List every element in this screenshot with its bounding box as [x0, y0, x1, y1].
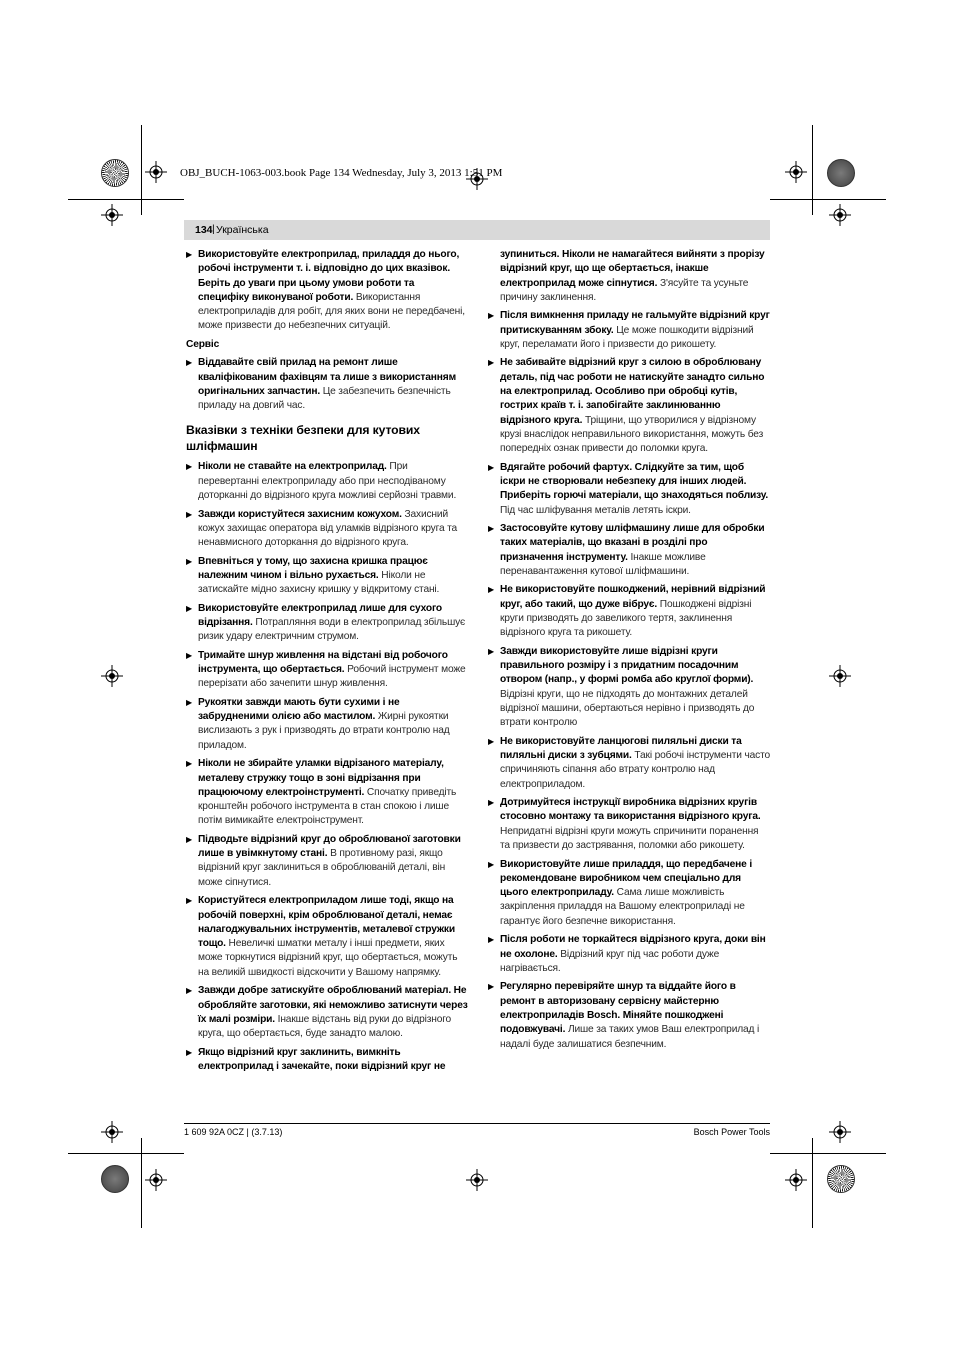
list-item — [488, 796, 770, 853]
warning-text-bold: Користуйтеся електроприладом лише тоді, якщо на робочій поверхні, крім оброблюваної деталі, немає налагоджувальних інструментів, металевої стружки тощо. — [198, 895, 455, 950]
color-bar-seal-icon — [827, 1165, 855, 1193]
warning-text-bold: Віддавайте свій прилад на ремонт лише кваліфікованим фахівцям та лише з використанням оригінальних запчастин. — [198, 357, 456, 397]
bullet-arrow-icon: ▶ — [488, 935, 495, 945]
warning-text-bold: Після вимкнення приладу не гальмуйте відрізний круг притискуванням збоку. — [500, 310, 770, 336]
warning-text-bold: зупиниться. Ніколи не намагайтеся вийняти з прорізу відрізний круг, що ще обертається, інакше електроприлад може сіпнутися. — [500, 249, 765, 289]
warning-text-explanation: Відрізний круг під час роботи дуже нагрівається. — [500, 948, 720, 974]
bullet-arrow-icon: ▶ — [186, 509, 193, 519]
bullet-arrow-icon: ▶ — [488, 736, 495, 746]
print-file-header: OBJ_BUCH-1063-003.book Page 134 Wednesday, July 3, 2013 1:51 PM — [180, 167, 503, 179]
bullet-arrow-icon: ▶ — [186, 603, 193, 613]
list-item — [488, 933, 770, 976]
list-item — [488, 980, 770, 1051]
list-item — [186, 984, 468, 1041]
list-item — [488, 583, 770, 640]
bullet-arrow-icon: ▶ — [186, 759, 193, 769]
bullet-arrow-icon: ▶ — [488, 982, 495, 992]
list-item — [186, 460, 468, 503]
warning-text-bold: Рукоятки завжди мають бути сухими і не забрудненими олією або мастилом. — [198, 696, 400, 723]
registration-target-icon — [145, 1169, 167, 1191]
warning-text-bold: Підводьте відрізний круг до оброблюваної заготовки лише в увімкнутому стані. — [198, 833, 461, 860]
bullet-arrow-icon: ▶ — [488, 462, 495, 472]
list-item — [186, 1046, 468, 1075]
warning-text-explanation: Такі робочі інструменти часто спричиняють сіпання або втрату контролю над електроприладом. — [500, 750, 770, 790]
registration-target-icon — [101, 204, 123, 226]
warning-text-explanation: Відрізні круги, що не підходять до монтажних деталей відрізної машини, обертаються нерівно і призводять до втрати контролю — [500, 688, 755, 729]
bullet-arrow-icon: ▶ — [488, 798, 495, 808]
list-item — [186, 356, 468, 413]
bullet-arrow-icon: ▶ — [186, 834, 193, 844]
bullet-arrow-icon: ▶ — [488, 358, 495, 368]
header-separator: | — [212, 223, 215, 235]
warning-text-explanation: Ніколи не затискайте мідно захисну кришку у відкритому стані. — [198, 569, 440, 596]
warning-text-explanation: Лише за таких умов Ваш електроприлад і надалі буде залишатися безпечним. — [500, 1024, 760, 1050]
bullet-arrow-icon: ▶ — [186, 1047, 193, 1057]
list-item — [186, 602, 468, 645]
bullet-arrow-icon: ▶ — [488, 585, 495, 595]
registration-target-icon — [829, 204, 851, 226]
warning-text-bold: Завжди добре затискуйте оброблюваний матеріал. Не обробляйте заготовки, які неможливо затиснути через їх малі розміри. — [198, 985, 468, 1025]
warning-text-bold: Ніколи не збирайте уламки відрізаного матеріалу, металеву стружку тощо в зоні відрізання при працюючому електроінструменті. — [198, 758, 444, 798]
warning-text-bold: Не забивайте відрізний круг з силою в оброблювану деталь, під час роботи не натискуйте занадто сильно на електроприлад. Особливо при обробці кутів, гострих країв т. і. запобігайте заклинюванню відрізного круга. — [500, 357, 765, 426]
section-label: Сервіс — [186, 338, 220, 350]
bullet-arrow-icon: ▶ — [186, 462, 193, 472]
bullet-arrow-icon: ▶ — [488, 311, 495, 321]
registration-target-icon — [829, 665, 851, 687]
warning-text-bold: Завжди використовуйте лише відрізні круги правильного розміру і з придатним посадочним отвором (напр., у формі ромба або круглої форми). — [500, 645, 754, 686]
warning-text-bold: Застосовуйте кутову шліфмашину лише для обробки таких матеріалів, що вказані в розділі про призначення інструменту. — [500, 523, 765, 563]
right-text-column — [488, 248, 770, 1056]
warning-text-bold: Не використовуйте пошкоджений, нерівний відрізний круг, або такий, що дуже вібрує. — [500, 584, 766, 610]
page-language: Українська — [216, 224, 269, 236]
bullet-arrow-icon: ▶ — [488, 524, 495, 534]
warning-text-bold: Тримайте шнур живлення на відстані від робочого інструмента, що обертається. — [198, 649, 448, 676]
warning-text-explanation: Спочатку приведіть кронштейн робочого інструмента в стан спокою і лише потім вимикайте електроінструмент. — [198, 786, 457, 827]
registration-target-icon — [785, 161, 807, 183]
section-heading: Вказівки з техніки безпеки для кутових шліфмашин — [186, 423, 420, 454]
warning-text-explanation: Це може пошкодити відрізний круг, переламати його і призвести до рикошету. — [500, 324, 754, 350]
warning-text-explanation: Захисний кожух захищає оператора від уламків відрізного круга та ненавмисного доторкання до відрізного круга. — [198, 508, 458, 549]
registration-target-icon — [101, 1121, 123, 1143]
crop-line — [68, 199, 184, 200]
registration-target-icon — [829, 1121, 851, 1143]
warning-text-bold: Використовуйте електроприлад, приладдя до нього, робочі інструменти т. і. відповідно до цих вказівок. Беріть до уваги при цьому умови роботи та специфіку виконуваної роботи. — [198, 249, 460, 303]
registration-target-icon — [101, 665, 123, 687]
bullet-arrow-icon: ▶ — [186, 697, 193, 707]
bullet-arrow-icon: ▶ — [186, 896, 193, 906]
bullet-arrow-icon: ▶ — [186, 358, 193, 368]
left-text-column — [186, 248, 468, 1078]
warning-text-bold: Після роботи не торкайтеся відрізного круга, доки він не охолоне. — [500, 934, 766, 960]
color-bar-seal-icon — [101, 159, 129, 187]
warning-text-explanation: Пошкоджені відрізні круги призводять до завеликого тертя, заклинення відрізного круга та рикошету. — [500, 598, 752, 639]
warning-text-explanation: Під час шліфування металів летять іскри. — [500, 504, 691, 516]
bullet-arrow-icon: ▶ — [186, 650, 193, 660]
warning-text-bold: Не використовуйте ланцюгові пиляльні диски та пиляльні диски з зубцями. — [500, 735, 742, 762]
footer-brand: Bosch Power Tools — [693, 1127, 770, 1137]
list-item — [488, 735, 770, 792]
warning-text-explanation: Жирні рукоятки вислизають з рук і призводять до втрати контролю над приладом. — [198, 711, 450, 751]
warning-text-bold: Якщо відрізний круг заклинить, вимкніть електроприлад і зачекайте, поки відрізний круг не — [198, 1046, 446, 1072]
warning-text-explanation: Використання електроприладів для робіт, для яких вони не передбачені, може призвести до небезпечних ситуацій. — [198, 291, 465, 332]
warning-text-bold: Використовуйте лише приладдя, що передбачене і рекомендоване виробником чем спеціально для цього електроприладу. — [500, 858, 753, 899]
list-item — [488, 522, 770, 579]
warning-text-explanation: Тріщини, що утворилися у відрізному крузі внаслідок неправильного використання, можуть без попередніх ознак привести до поломки круга. — [500, 414, 764, 455]
list-item — [186, 248, 468, 334]
list-item — [186, 894, 468, 980]
registration-target-icon — [466, 1169, 488, 1191]
crop-line — [812, 125, 813, 215]
crop-line — [812, 1138, 813, 1228]
warning-text-explanation: З'ясуйте та усуньте причину заклинення. — [500, 277, 749, 303]
warning-text-explanation: Робочий інструмент може перерізати або зачепити шнур живлення. — [198, 664, 466, 690]
warning-text-bold: Вдягайте робочий фартух. Слідкуйте за тим, щоб іскри не створювали небезпеку для інших людей. Приберіть горючі матеріали, що знаходяться поблизу. — [500, 461, 769, 502]
warning-text-explanation: Інакше можливе перенавантаження кутової шліфмашини. — [500, 551, 706, 577]
warning-text-bold: Використовуйте електроприлад лише для сухого відрізання. — [198, 602, 442, 628]
bullet-arrow-icon: ▶ — [488, 859, 495, 869]
list-item — [488, 356, 770, 456]
list-item — [488, 645, 770, 731]
list-item — [488, 309, 770, 352]
list-item — [186, 696, 468, 753]
color-bar-seal-icon — [827, 159, 855, 187]
warning-text-explanation: Це забезпечить безпечність приладу на довгий час. — [198, 385, 451, 412]
list-item — [186, 508, 468, 551]
list-item — [186, 757, 468, 828]
warning-text-bold: Завжди користуйтеся захисним кожухом. — [198, 508, 402, 520]
list-item — [186, 833, 468, 890]
warning-text-explanation: При перевертанні електроприладу або при несподіваному доторканні до відрізного круга можливі серйозні травми. — [198, 461, 457, 502]
warning-text-explanation: Потрапляння води в електроприлад збільшує ризик удару електричним струмом. — [198, 616, 466, 643]
registration-target-icon — [785, 1169, 807, 1191]
list-item — [186, 555, 468, 598]
warning-text-explanation: Непридатні відрізні круги можуть спричинити поранення та призвести до застрявання, поломки або рикошету. — [500, 825, 759, 852]
list-item — [186, 649, 468, 692]
bullet-arrow-icon: ▶ — [186, 250, 193, 259]
warning-text-bold: Регулярно перевіряйте шнур та віддайте його в ремонт в авторизовану сервісну майстерню електроприладів Bosch. Міняйте пошкоджені подовжувачі. — [500, 981, 736, 1036]
crop-line — [770, 199, 886, 200]
list-item-continuation — [488, 248, 770, 305]
warning-text-explanation: Невеличкі шматки металу і інші предмети, яких може торкнутися відрізний круг, що обертається, можуть на великій швидкості відскочити у Вашому напрямку. — [198, 938, 458, 978]
footer-document-code: 1 609 92A 0CZ | (3.7.13) — [184, 1127, 283, 1137]
footer-rule — [184, 1123, 770, 1124]
color-bar-seal-icon — [101, 1165, 129, 1193]
warning-text-bold: Впевніться у тому, що захисна кришка працює належним чином і вільно рухається. — [198, 555, 428, 581]
bullet-arrow-icon: ▶ — [488, 646, 495, 656]
crop-line — [141, 125, 142, 215]
crop-line — [68, 1153, 184, 1154]
bullet-arrow-icon: ▶ — [186, 556, 193, 566]
warning-text-bold: Ніколи не ставайте на електроприлад. — [198, 461, 387, 473]
bullet-arrow-icon: ▶ — [186, 986, 193, 996]
crop-line — [770, 1153, 886, 1154]
warning-text-explanation: Інакше відстань від руки до відрізного круга, що обертається, буде занадто малою. — [198, 1013, 452, 1040]
page-number: 134 — [195, 224, 213, 236]
crop-line — [141, 1138, 142, 1228]
list-item — [488, 858, 770, 929]
warning-text-bold: Дотримуйтеся інструкції виробника відрізних кругів стосовно монтажу та використання відрізного круга. — [500, 797, 761, 823]
registration-target-icon — [145, 161, 167, 183]
warning-text-explanation: В противному разі, якщо відрізний круг заклиниться в оброблюваній деталі, він може сіпнутися. — [198, 848, 446, 888]
list-item — [488, 461, 770, 518]
page-header-bar — [184, 220, 770, 240]
warning-text-explanation: Сама лише можливість закріплення приладдя на Вашому електроприладі не гарантує його безпечне використання. — [500, 887, 745, 927]
